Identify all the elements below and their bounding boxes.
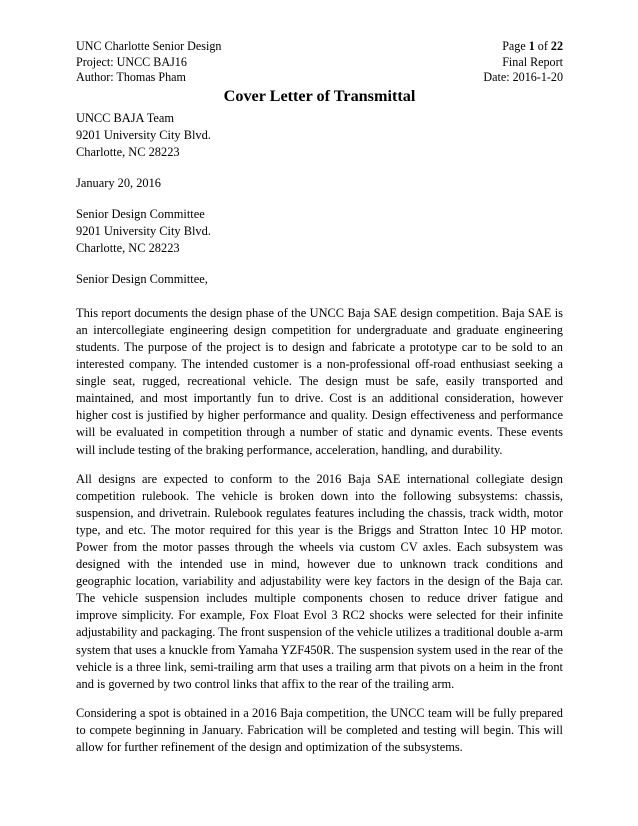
- sender-line: Charlotte, NC 28223: [76, 144, 180, 159]
- body-paragraph-3: Considering a spot is obtained in a 2016 Baja competition, the UNCC team will be fully prepared to compete beginning in January. Fabrication will be completed and testing will begin. This will allow for further refinement of the design and optimization of the subsystems.: [76, 705, 563, 755]
- header-row-2: [76, 55, 563, 71]
- document-title: Cover Letter of Transmittal: [223, 86, 416, 105]
- page-current: 1: [528, 39, 535, 53]
- page-total: 22: [550, 39, 563, 53]
- recipient-line: Charlotte, NC 28223: [76, 240, 180, 255]
- letter-date-text: January 20, 2016: [76, 175, 161, 190]
- recipient-line: Senior Design Committee: [76, 206, 205, 221]
- recipient-address: [76, 206, 563, 257]
- page-prefix: Page: [502, 39, 529, 53]
- page-header: [76, 39, 563, 86]
- header-row-3: [76, 70, 563, 86]
- header-page-number: [502, 39, 563, 55]
- sender-line: UNCC BAJA Team: [76, 110, 175, 125]
- sender-line: 9201 University City Blvd.: [76, 127, 211, 142]
- sender-address: [76, 110, 563, 161]
- body-paragraph-1: This report documents the design phase of the UNCC Baja SAE design competition. Baja SAE is an intercollegiate engineering design competition for undergraduate and graduate engineering students. The purpose of the project is to design and fabricate a prototype car to be sold to an interested company. The intended customer is a non-professional off-road enthusiast seeking a single seat, rugged, recreational vehicle. The design must be safe, easily transported and maintained, and most importantly fun to drive. Cost is an additional consideration, however higher cost is justified by higher performance and quality. Design effectiveness and performance will be evaluated in competition through a number of static and dynamic events. These events will include testing of the braking performance, acceleration, handling, and durability.: [76, 305, 563, 457]
- header-author: Author: Thomas Pham: [76, 70, 186, 85]
- header-date: Date: 2016-1-20: [483, 70, 563, 85]
- header-course: UNC Charlotte Senior Design: [76, 39, 222, 53]
- page-of: of: [534, 39, 551, 53]
- salutation-text: Senior Design Committee,: [76, 271, 208, 286]
- salutation: [76, 271, 563, 288]
- letter-date: [76, 175, 563, 192]
- header-report-type: Final Report: [502, 54, 563, 69]
- header-project: Project: UNCC BAJ16: [76, 54, 187, 69]
- recipient-line: 9201 University City Blvd.: [76, 223, 211, 238]
- body-paragraph-2: All designs are expected to conform to the 2016 Baja SAE international collegiate design competition rulebook. The vehicle is broken down into the following subsystems: chassis, suspension, and drivetrain. Rulebook regulates features including the chassis, track width, motor type, and etc. The motor required for this year is the Briggs and Stratton Intec 10 HP motor. Power from the motor passes through the wheels via custom CV axles. Each subsystem was designed with the intended use in mind, however due to unknown track conditions and geographic location, variability and adjustability were key factors in the design of the Baja car. The vehicle suspension includes multiple components chosen to reduce driver fatigue and improve simplicity. For example, Fox Float Evol 3 RC2 shocks were selected for their infinite adjustability and packaging. The front suspension of the vehicle utilizes a traditional double a-arm system that uses a knuckle from Yamaha YZF450R. The suspension system used in the rear of the vehicle is a three link, semi-trailing arm that uses a trailing arm that pivots on a heim in the front and is governed by two control links that affix to the rear of the trailing arm.: [76, 471, 563, 691]
- header-row-1: [76, 39, 563, 55]
